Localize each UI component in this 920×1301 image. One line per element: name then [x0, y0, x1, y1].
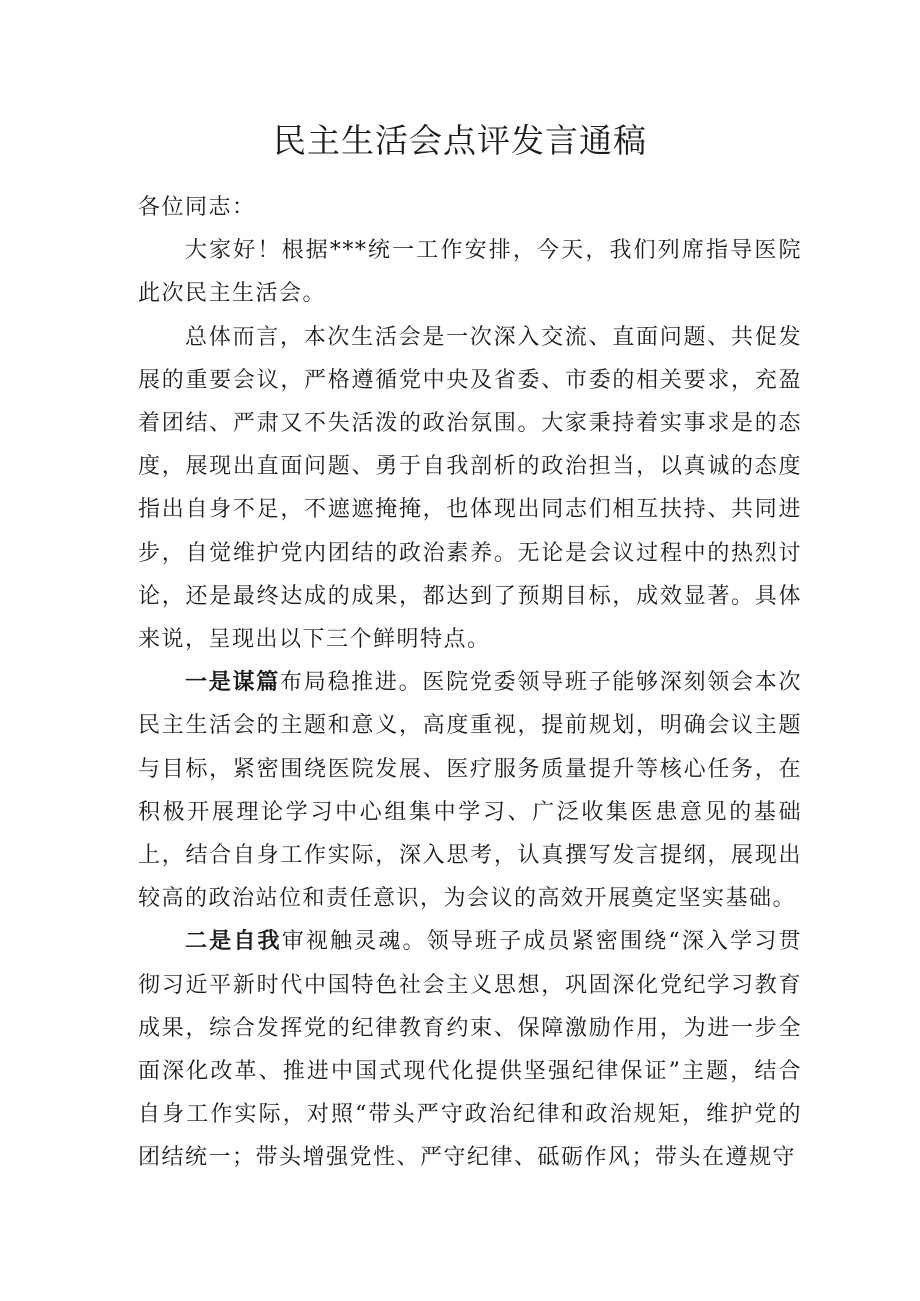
- salutation: 各位同志：: [138, 195, 256, 220]
- paragraph-lead: 二是自我: [185, 928, 282, 955]
- paragraph-text: 审视触灵魂。领导班子成员紧密围绕“深入学习贯彻习近平新时代中国特色社会主义思想，巩固深化党纪学习教育成果，综合发挥党的纪律教育约束、保障激励作用，为进一步全面深化改革、推进中国式现代化提供坚强纪律保证”主题，结合自身工作实际，对照“带头严守政治纪律和政治规矩，维护党的团结统一；带头增强党性、严守纪律、砥砺作风；带头在遵规守: [138, 929, 802, 1171]
- document-body: [138, 186, 802, 1180]
- paragraph-lead: 一是谋篇: [185, 669, 280, 696]
- paragraph-overview: [138, 316, 802, 662]
- paragraph-text: 布局稳推进。医院党委领导班子能够深刻领会本次民主生活会的主题和意义，高度重视，提前规划，明确会议主题与目标，紧密围绕医院发展、医疗服务质量提升等核心任务，在积极开展理论学习中心组集中学习、广泛收集医患意见的基础上，结合自身工作实际，深入思考，认真撰写发言提纲，展现出较高的政治站位和责任意识，为会议的高效开展奠定坚实基础。: [138, 670, 802, 912]
- paragraph-point-one: [138, 661, 802, 920]
- paragraph-text: 大家好！根据***统一工作安排，今天，我们列席指导医院此次民主生活会。: [138, 238, 802, 307]
- paragraph-text: 总体而言，本次生活会是一次深入交流、直面问题、共促发展的重要会议，严格遵循党中央及省委、市委的相关要求，充盈着团结、严肃又不失活泼的政治氛围。大家秉持着实事求是的态度，展现出直面问题、勇于自我剖析的政治担当，以真诚的态度指出自身不足，不遮遮掩掩，也体现出同志们相互扶持、共同进步，自觉维护党内团结的政治素养。无论是会议过程中的热烈讨论，还是最终达成的成果，都达到了预期目标，成效显著。具体来说，呈现出以下三个鲜明特点。: [138, 324, 802, 653]
- paragraph-point-two: [138, 920, 802, 1179]
- paragraph-greeting: [138, 229, 802, 315]
- document-title: 民主生活会点评发言通稿: [273, 121, 647, 160]
